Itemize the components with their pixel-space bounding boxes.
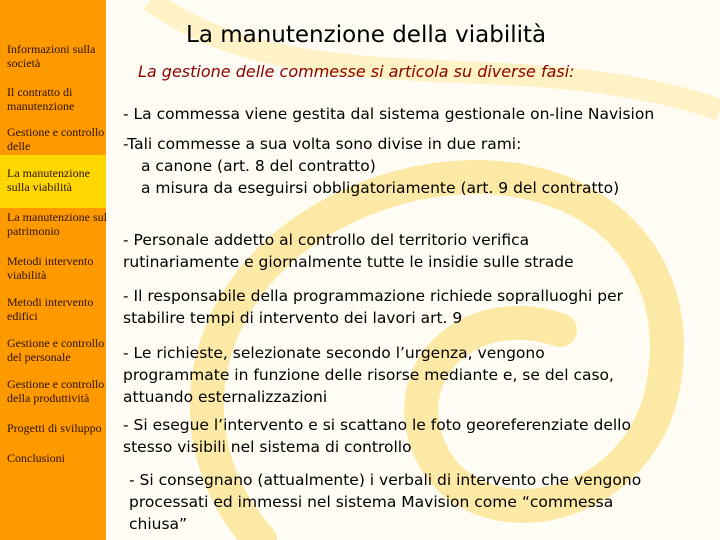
bullet-line: stesso visibili nel sistema di controllo — [123, 438, 412, 456]
bullet-line: processati ed immessi nel sistema Mavision come “commessa — [129, 493, 614, 511]
sub-bullet-line: a canone (art. 8 del contratto) — [141, 157, 376, 175]
bullet-rami — [123, 133, 713, 199]
bullet-verbali — [129, 469, 719, 535]
bullet-line: - Si consegnano (attualmente) i verbali di intervento che vengono — [129, 471, 642, 489]
sidebar-item-gestione-controllo[interactable]: Gestione e controllo delle — [7, 125, 105, 153]
bullet-personale — [123, 229, 713, 273]
bullet-line: stabilire tempi di intervento dei lavori art. 9 — [123, 309, 463, 327]
bullet-programmazione — [123, 285, 713, 329]
bullet-line: - Si esegue l’intervento e si scattano le foto georeferenziate dello — [123, 416, 631, 434]
bullet-line: - Le richieste, selezionate secondo l’urgenza, vengono — [123, 344, 545, 362]
bullet-line: rutinariamente e giornalmente tutte le insidie sulle strade — [123, 253, 574, 271]
slide-subtitle: La gestione delle commesse si articola su diverse fasi: — [138, 62, 575, 81]
sidebar — [0, 0, 106, 540]
sidebar-item-metodi-viabilita[interactable]: Metodi intervento viabilità — [7, 254, 94, 282]
bullet-line: programmate in funzione delle risorse mediante e, se del caso, — [123, 366, 614, 384]
sidebar-item-informazioni[interactable]: Informazioni sulla società — [7, 42, 96, 70]
sidebar-item-metodi-edifici[interactable]: Metodi intervento edifici — [7, 295, 94, 323]
sidebar-item-conclusioni[interactable]: Conclusioni — [7, 451, 66, 465]
bullet-navision — [123, 103, 713, 125]
slide-title: La manutenzione della viabilità — [186, 22, 547, 48]
bullet-line: -Tali commesse a sua volta sono divise in due rami: — [123, 135, 522, 153]
bullet-line: - La commessa viene gestita dal sistema gestionale on-line Navision — [123, 105, 655, 123]
bullet-intervento — [123, 414, 713, 458]
sidebar-item-gestione-produttivita[interactable]: Gestione e controllo della produttività — [7, 377, 105, 405]
sidebar-item-contratto[interactable]: Il contratto di manutenzione — [7, 85, 75, 113]
bullet-richieste — [123, 342, 713, 408]
sidebar-item-gestione-personale[interactable]: Gestione e controllo del personale — [7, 336, 105, 364]
bullet-line: attuando esternalizzazioni — [123, 388, 328, 406]
sidebar-item-progetti-sviluppo[interactable]: Progetti di sviluppo — [7, 421, 102, 435]
sub-bullet-line: a misura da eseguirsi obbligatoriamente (art. 9 del contratto) — [141, 179, 620, 197]
sidebar-item-manutenzione-patrimonio[interactable]: La manutenzione sul patrimonio — [7, 210, 107, 238]
sidebar-item-manutenzione-viabilita[interactable]: La manutenzione sulla viabilità — [7, 166, 90, 194]
bullet-line: - Personale addetto al controllo del territorio verifica — [123, 231, 530, 249]
bullet-line: chiusa” — [129, 515, 188, 533]
bullet-line: - Il responsabile della programmazione richiede sopralluoghi per — [123, 287, 623, 305]
